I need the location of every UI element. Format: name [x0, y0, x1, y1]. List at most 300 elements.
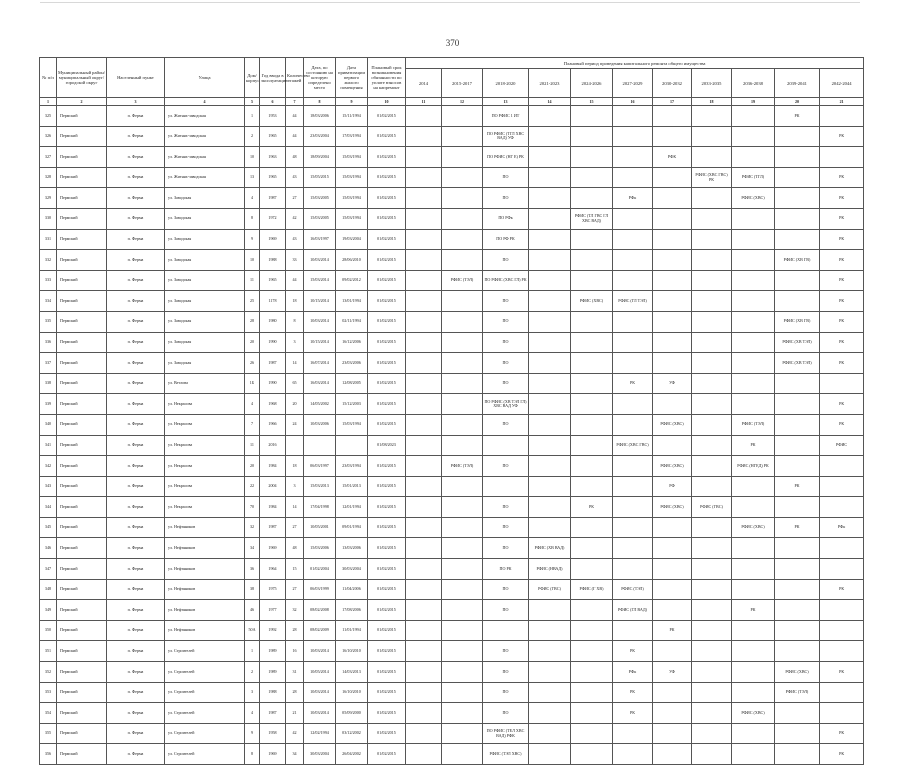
period-cell: РФИС (ГВС) — [529, 579, 571, 600]
period-cell: РФИС (ТЭЛ) — [732, 414, 775, 435]
period-cell — [653, 250, 692, 271]
period-cell: РК — [732, 435, 775, 456]
column-number: 5 — [245, 98, 260, 106]
period-cell — [442, 126, 483, 147]
house-cell: 11 — [245, 270, 260, 291]
district-cell: Пермский — [57, 332, 107, 353]
district-cell: Пермский — [57, 188, 107, 209]
period-cell — [406, 353, 442, 374]
year-built-cell: 1984 — [260, 456, 286, 477]
period-cell — [529, 414, 571, 435]
period-cell — [571, 188, 613, 209]
table-row — [40, 250, 864, 271]
date-last-cell: 30/03/2004 — [336, 559, 368, 580]
period-cell — [692, 600, 732, 621]
period-cell — [653, 723, 692, 744]
date-start-cell: 17/04/1998 — [304, 497, 336, 518]
date-last-cell: 15/11/1994 — [336, 106, 368, 127]
date-start-cell: 08/02/2009 — [304, 620, 336, 641]
period-cell: ПО — [483, 682, 529, 703]
period-cell — [613, 208, 653, 229]
floors-cell: 44 — [286, 270, 304, 291]
street-cell: ул. Некрасова — [165, 435, 245, 456]
period-cell — [442, 435, 483, 456]
date-last-cell: 28/06/2010 — [336, 250, 368, 271]
floors-cell: 28 — [286, 682, 304, 703]
period-cell — [529, 229, 571, 250]
header-year: 2021-2023 — [529, 69, 571, 98]
year-built-cell: 1980 — [260, 311, 286, 332]
street-cell: ул. Заводская — [165, 250, 245, 271]
period-cell — [692, 662, 732, 683]
period-cell — [775, 723, 820, 744]
period-cell — [406, 270, 442, 291]
table-row — [40, 497, 864, 518]
period-cell — [406, 126, 442, 147]
date-last-cell: 23/03/1994 — [336, 456, 368, 477]
date-start-cell: 10/15/2014 — [304, 291, 336, 312]
date-obligation-cell: 01/02/2015 — [368, 538, 406, 559]
floors-cell: 31 — [286, 662, 304, 683]
table-row — [40, 662, 864, 683]
district-cell: Пермский — [57, 744, 107, 765]
period-cell: РФК — [653, 147, 692, 168]
period-cell — [775, 744, 820, 765]
house-cell: 4 — [245, 394, 260, 415]
period-cell — [442, 167, 483, 188]
period-cell — [775, 456, 820, 477]
locality-cell: п. Ферма — [107, 373, 165, 394]
period-cell: РК — [775, 106, 820, 127]
period-cell — [692, 311, 732, 332]
period-cell — [571, 620, 613, 641]
period-cell — [732, 106, 775, 127]
period-cell — [775, 373, 820, 394]
period-cell — [775, 579, 820, 600]
period-cell — [692, 208, 732, 229]
period-cell: ПО РФИС (ТГЛ ХВС ВАД) УФ — [483, 126, 529, 147]
table-row — [40, 270, 864, 291]
period-cell — [692, 188, 732, 209]
column-number: 20 — [775, 98, 820, 106]
floors-cell: 42 — [286, 208, 304, 229]
district-cell: Пермский — [57, 167, 107, 188]
header-year: 2024-2026 — [571, 69, 613, 98]
house-cell: 38 — [245, 579, 260, 600]
period-cell — [732, 291, 775, 312]
district-cell: Пермский — [57, 353, 107, 374]
district-cell: Пермский — [57, 456, 107, 477]
district-cell: Пермский — [57, 106, 107, 127]
period-cell — [571, 332, 613, 353]
period-cell — [613, 456, 653, 477]
district-cell: Пермский — [57, 517, 107, 538]
table-row — [40, 517, 864, 538]
street-cell: ул. Некрасова — [165, 476, 245, 497]
date-last-cell: 15/03/1994 — [336, 208, 368, 229]
district-cell: Пермский — [57, 270, 107, 291]
period-cell: РФИС (ХВ ВАД) — [529, 538, 571, 559]
date-obligation-cell: 01/02/2015 — [368, 250, 406, 271]
table-row — [40, 208, 864, 229]
street-cell: ул. Заводская — [165, 208, 245, 229]
period-cell — [653, 291, 692, 312]
period-cell — [406, 291, 442, 312]
period-cell — [613, 126, 653, 147]
date-start-cell: 10/03/2014 — [304, 703, 336, 724]
period-cell: РК — [820, 332, 864, 353]
period-cell — [442, 641, 483, 662]
column-number: 21 — [820, 98, 864, 106]
period-cell: РФИС (ХВС ГВС) РК — [692, 167, 732, 188]
period-cell — [406, 620, 442, 641]
date-last-cell: 23/03/2006 — [336, 353, 368, 374]
date-last-cell: 11/04/2006 — [336, 579, 368, 600]
locality-cell: п. Ферма — [107, 682, 165, 703]
period-cell — [820, 682, 864, 703]
date-obligation-cell: 01/02/2015 — [368, 497, 406, 518]
house-cell: 10 — [245, 147, 260, 168]
period-cell — [529, 126, 571, 147]
locality-cell: п. Ферма — [107, 579, 165, 600]
period-cell — [571, 394, 613, 415]
period-cell: РФИС (ХВ ТЭЛ) — [775, 332, 820, 353]
header-house: Дом/корпус — [245, 58, 260, 98]
year-built-cell: 1984 — [260, 497, 286, 518]
period-cell: РФИС (ХВС) — [732, 517, 775, 538]
period-cell — [613, 744, 653, 765]
period-cell: РК — [820, 208, 864, 229]
period-cell — [692, 538, 732, 559]
house-cell: 1 — [245, 106, 260, 127]
header-year: 2018-2020 — [483, 69, 529, 98]
date-obligation-cell: 01/02/2015 — [368, 723, 406, 744]
floors-cell: 43 — [286, 167, 304, 188]
locality-cell: п. Ферма — [107, 394, 165, 415]
period-cell — [529, 332, 571, 353]
date-obligation-cell: 01/02/2015 — [368, 517, 406, 538]
header-date-last: Дата приватизации первого жилого помещения — [336, 58, 368, 98]
date-last-cell: 09/02/2012 — [336, 270, 368, 291]
date-last-cell: 12/01/1994 — [336, 497, 368, 518]
year-built-cell: 1990 — [260, 332, 286, 353]
date-last-cell: 05/09/2000 — [336, 703, 368, 724]
date-start-cell — [304, 435, 336, 456]
date-last-cell: 15/03/1994 — [336, 414, 368, 435]
house-cell: 22 — [245, 476, 260, 497]
floors-cell: 18 — [286, 291, 304, 312]
period-cell — [692, 620, 732, 641]
street-cell: ул. Строителей — [165, 641, 245, 662]
period-cell: РФИС (ГВС) — [692, 497, 732, 518]
district-cell: Пермский — [57, 497, 107, 518]
column-number: 19 — [732, 98, 775, 106]
period-cell — [406, 250, 442, 271]
row-number: 348 — [40, 579, 57, 600]
period-cell — [571, 311, 613, 332]
house-cell: 4 — [245, 703, 260, 724]
period-cell — [442, 497, 483, 518]
house-cell: 46 — [245, 600, 260, 621]
period-cell — [732, 579, 775, 600]
date-last-cell: 15/03/1994 — [336, 167, 368, 188]
period-cell — [820, 497, 864, 518]
row-number: 329 — [40, 188, 57, 209]
date-last-cell: 09/01/1994 — [336, 517, 368, 538]
period-cell — [613, 723, 653, 744]
period-cell — [529, 620, 571, 641]
floors-cell: 8 — [286, 311, 304, 332]
date-obligation-cell: 01/02/2015 — [368, 394, 406, 415]
street-cell: ул. Заводская — [165, 332, 245, 353]
period-cell — [529, 744, 571, 765]
floors-cell: 65 — [286, 373, 304, 394]
street-cell: ул. Строителей — [165, 662, 245, 683]
period-cell — [692, 229, 732, 250]
street-cell: ул. Заводская — [165, 229, 245, 250]
row-number: 331 — [40, 229, 57, 250]
period-cell — [571, 744, 613, 765]
column-number: 7 — [286, 98, 304, 106]
house-cell: 10 — [245, 250, 260, 271]
period-cell — [732, 332, 775, 353]
period-cell — [442, 147, 483, 168]
period-cell — [406, 517, 442, 538]
floors-cell: 33 — [286, 250, 304, 271]
locality-cell: п. Ферма — [107, 167, 165, 188]
period-cell — [653, 394, 692, 415]
period-cell — [406, 662, 442, 683]
period-cell: РФИС (ТЭЛ) — [442, 270, 483, 291]
locality-cell: п. Ферма — [107, 188, 165, 209]
street-cell: ул. Нефтяников — [165, 600, 245, 621]
period-cell — [529, 641, 571, 662]
period-cell — [529, 435, 571, 456]
street-cell: ул. Ветлова — [165, 373, 245, 394]
locality-cell: п. Ферма — [107, 353, 165, 374]
period-cell — [529, 208, 571, 229]
row-number: 340 — [40, 414, 57, 435]
date-last-cell: 03/12/2002 — [336, 723, 368, 744]
house-cell: 36 — [245, 559, 260, 580]
period-cell — [732, 620, 775, 641]
period-cell: РФк — [613, 662, 653, 683]
date-obligation-cell: 01/02/2015 — [368, 208, 406, 229]
date-last-cell: 11/01/1994 — [336, 620, 368, 641]
locality-cell: п. Ферма — [107, 106, 165, 127]
period-cell — [529, 270, 571, 291]
floors-cell: 3 — [286, 476, 304, 497]
date-last-cell: 15/03/1994 — [336, 188, 368, 209]
row-number: 344 — [40, 497, 57, 518]
house-cell: 8 — [245, 744, 260, 765]
year-built-cell: 1958 — [260, 723, 286, 744]
period-cell — [775, 600, 820, 621]
street-cell: ул. Некрасова — [165, 456, 245, 477]
date-obligation-cell: 01/02/2015 — [368, 620, 406, 641]
period-cell — [775, 414, 820, 435]
header-year: 2042-2044 — [820, 69, 864, 98]
year-built-cell: 1969 — [260, 744, 286, 765]
period-cell — [820, 476, 864, 497]
period-cell: РФИС (ТЭЛ ХВС) — [483, 744, 529, 765]
period-cell — [529, 167, 571, 188]
date-start-cell: 15/03/2005 — [304, 188, 336, 209]
floors-cell: 14 — [286, 497, 304, 518]
street-cell: ул. Заводская — [165, 353, 245, 374]
period-cell — [692, 332, 732, 353]
row-number: 354 — [40, 703, 57, 724]
year-built-cell: 1987 — [260, 517, 286, 538]
period-cell: РК — [820, 126, 864, 147]
period-cell: ПО — [483, 373, 529, 394]
period-cell — [571, 373, 613, 394]
period-cell — [775, 291, 820, 312]
header-street: Улица — [165, 58, 245, 98]
floors-cell: 34 — [286, 744, 304, 765]
date-obligation-cell: 01/02/2015 — [368, 600, 406, 621]
year-built-cell: 1966 — [260, 414, 286, 435]
period-cell — [653, 188, 692, 209]
table-row — [40, 332, 864, 353]
year-built-cell: 1987 — [260, 353, 286, 374]
row-number: 337 — [40, 353, 57, 374]
street-cell: ул. Нефтяников — [165, 538, 245, 559]
date-obligation-cell: 01/02/2015 — [368, 559, 406, 580]
date-start-cell: 12/02/1994 — [304, 723, 336, 744]
period-cell — [692, 723, 732, 744]
period-cell — [571, 682, 613, 703]
locality-cell: п. Ферма — [107, 311, 165, 332]
period-cell — [483, 476, 529, 497]
table-row — [40, 126, 864, 147]
date-obligation-cell: 01/02/2015 — [368, 126, 406, 147]
row-number: 325 — [40, 106, 57, 127]
year-built-cell: 1990 — [260, 373, 286, 394]
date-last-cell: 15/12/2003 — [336, 394, 368, 415]
district-cell: Пермский — [57, 394, 107, 415]
period-cell: РФИС (ГЛ ТЭЛ) — [613, 291, 653, 312]
row-number: 347 — [40, 559, 57, 580]
row-number: 349 — [40, 600, 57, 621]
period-cell: УФ — [653, 662, 692, 683]
district-cell: Пермский — [57, 620, 107, 641]
locality-cell: п. Ферма — [107, 497, 165, 518]
house-cell: 8 — [245, 208, 260, 229]
street-cell: ул. Нефтяников — [165, 559, 245, 580]
year-built-cell: 1988 — [260, 682, 286, 703]
period-cell — [406, 414, 442, 435]
year-built-cell: 1969 — [260, 229, 286, 250]
header-floors: Количество этажей — [286, 58, 304, 98]
district-cell: Пермский — [57, 703, 107, 724]
table-row — [40, 723, 864, 744]
period-cell — [613, 497, 653, 518]
period-cell — [613, 332, 653, 353]
period-cell: РК — [820, 167, 864, 188]
period-cell: РФИС (ТЭЛ) — [442, 456, 483, 477]
period-cell — [732, 270, 775, 291]
period-cell: РФИС (Г ХВ) — [571, 579, 613, 600]
year-built-cell: 1989 — [260, 641, 286, 662]
period-cell: РК — [820, 394, 864, 415]
locality-cell: п. Ферма — [107, 270, 165, 291]
period-cell — [653, 106, 692, 127]
period-cell — [692, 456, 732, 477]
period-cell — [653, 435, 692, 456]
period-cell: РФИС (ХВС) — [571, 291, 613, 312]
district-cell: Пермский — [57, 682, 107, 703]
table-row — [40, 620, 864, 641]
period-cell — [732, 476, 775, 497]
date-start-cell: 15/03/2006 — [304, 538, 336, 559]
house-cell: 3 — [245, 682, 260, 703]
street-cell: ул. Строителей — [165, 723, 245, 744]
date-last-cell: 14/03/2013 — [336, 662, 368, 683]
date-start-cell: 18/03/2006 — [304, 106, 336, 127]
period-cell: РК — [613, 373, 653, 394]
period-cell — [820, 703, 864, 724]
row-number: 326 — [40, 126, 57, 147]
house-cell: 70 — [245, 497, 260, 518]
period-cell: РК — [613, 682, 653, 703]
floors-cell: 21 — [286, 703, 304, 724]
period-cell — [732, 229, 775, 250]
period-cell: ПО — [483, 579, 529, 600]
period-cell — [732, 723, 775, 744]
period-cell — [442, 744, 483, 765]
period-cell — [732, 559, 775, 580]
period-cell — [406, 559, 442, 580]
street-cell: ул. Некрасова — [165, 414, 245, 435]
period-cell — [613, 270, 653, 291]
period-cell — [692, 579, 732, 600]
period-cell — [529, 373, 571, 394]
period-cell — [442, 600, 483, 621]
period-cell — [613, 517, 653, 538]
street-cell: ул. Строителей — [165, 744, 245, 765]
year-built-cell: 1975 — [260, 579, 286, 600]
period-cell — [406, 167, 442, 188]
street-cell: ул. Некрасова — [165, 497, 245, 518]
district-cell: Пермский — [57, 641, 107, 662]
district-cell: Пермский — [57, 147, 107, 168]
column-number: 10 — [368, 98, 406, 106]
floors-cell: 14 — [286, 353, 304, 374]
period-cell — [613, 167, 653, 188]
period-cell — [529, 291, 571, 312]
period-cell — [571, 147, 613, 168]
period-cell — [613, 147, 653, 168]
date-start-cell: 16/03/1997 — [304, 229, 336, 250]
floors-cell: 32 — [286, 600, 304, 621]
period-cell: ПО РФИС (ХВС ГЛ) РК — [483, 270, 529, 291]
period-cell: РК — [775, 476, 820, 497]
period-cell: ПО — [483, 497, 529, 518]
period-cell — [442, 476, 483, 497]
district-cell: Пермский — [57, 723, 107, 744]
period-cell: РК — [820, 723, 864, 744]
street-cell: ул. Житнях-заводская — [165, 106, 245, 127]
year-built-cell: 1965 — [260, 126, 286, 147]
column-number: 3 — [107, 98, 165, 106]
row-number: 327 — [40, 147, 57, 168]
locality-cell: п. Ферма — [107, 291, 165, 312]
period-cell — [820, 620, 864, 641]
column-number: 12 — [442, 98, 483, 106]
street-cell: ул. Строителей — [165, 703, 245, 724]
house-cell: 9 — [245, 723, 260, 744]
